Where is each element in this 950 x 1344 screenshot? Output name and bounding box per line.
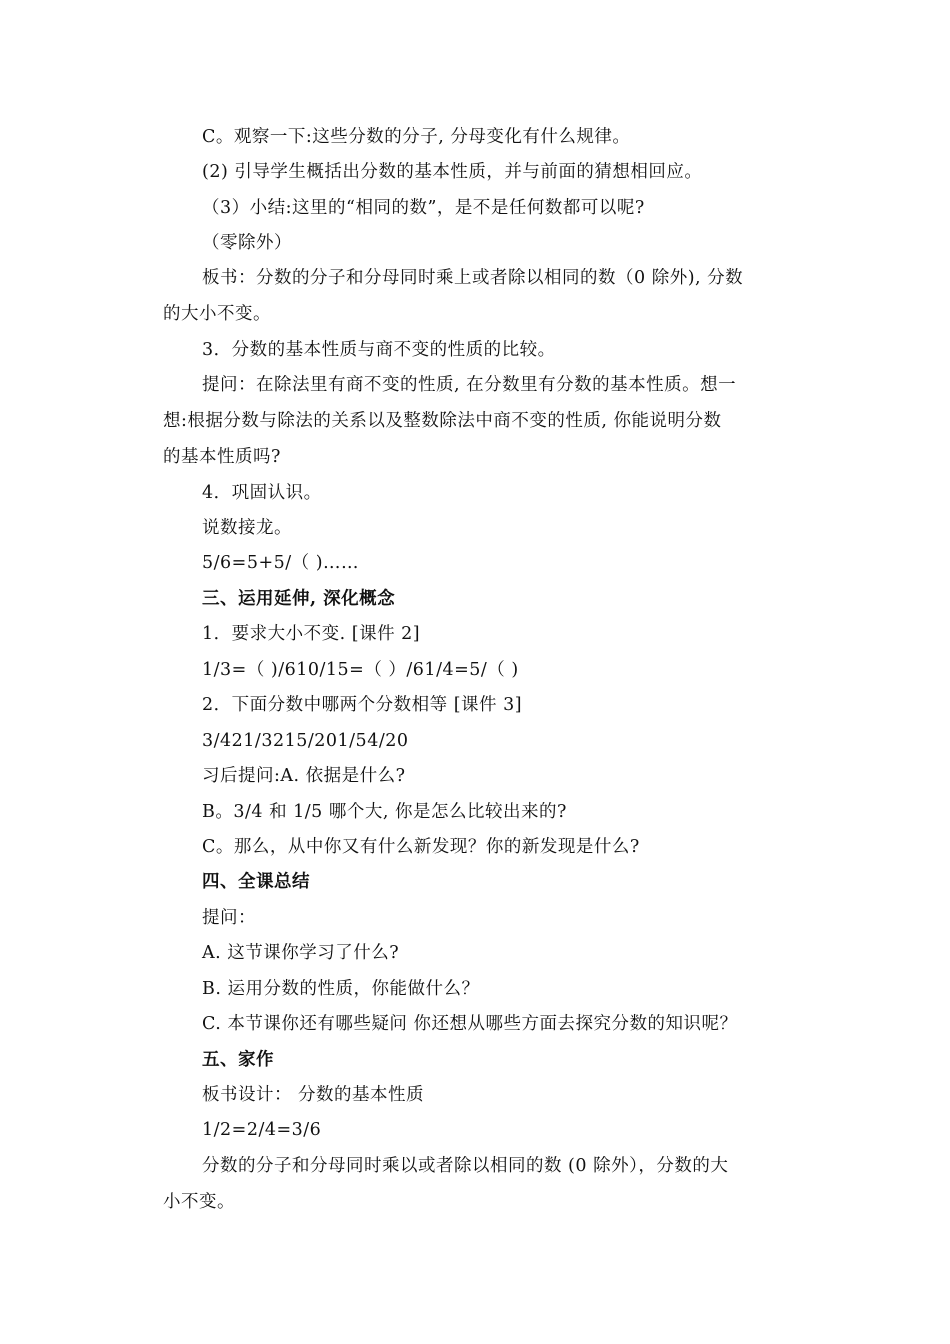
text-line: 1/2=2/4=3/6 — [202, 1120, 322, 1140]
text-line: (2) 引导学生概括出分数的基本性质，并与前面的猜想相回应。 — [202, 162, 703, 182]
text-line: 说数接龙。 — [202, 518, 292, 538]
text-line: 1/3=（ )/610/15=（ ）/61/4=5/（ ) — [202, 660, 519, 680]
text-line: A. 这节课你学习了什么? — [202, 943, 400, 963]
text-line: 3．分数的基本性质与商不变的性质的比较。 — [202, 340, 556, 360]
text-line: 5/6=5+5/（ )…… — [202, 553, 360, 573]
text-line: 提问：在除法里有商不变的性质, 在分数里有分数的基本性质。想一 — [202, 375, 737, 395]
text-line: （3）小结:这里的“相同的数”，是不是任何数都可以呢? — [202, 198, 645, 218]
text-line: 分数的分子和分母同时乘以或者除以相同的数 (0 除外），分数的大 — [202, 1156, 729, 1176]
text-line: C。那么，从中你又有什么新发现？你的新发现是什么? — [202, 837, 640, 857]
text-line: C。观察一下:这些分数的分子, 分母变化有什么规律。 — [202, 127, 631, 147]
text-line: 习后提问:A. 依据是什么? — [202, 766, 406, 786]
text-line: 的大小不变。 — [163, 304, 271, 324]
section-heading: 三、运用延伸, 深化概念 — [202, 589, 396, 609]
text-line: 小不变。 — [163, 1192, 235, 1212]
section-heading: 四、全课总结 — [202, 872, 310, 892]
text-line: C. 本节课你还有哪些疑问 你还想从哪些方面去探究分数的知识呢？ — [202, 1014, 738, 1034]
text-line: 4．巩固认识。 — [202, 483, 322, 503]
section-heading: 五、家作 — [202, 1050, 274, 1070]
text-line: 板书设计： 分数的基本性质 — [202, 1085, 425, 1105]
text-line: 板书：分数的分子和分母同时乘上或者除以相同的数（0 除外), 分数 — [202, 268, 744, 288]
text-line: （零除外） — [202, 233, 292, 253]
text-line: 提问： — [202, 908, 256, 928]
text-line: 1．要求大小不变. [课件 2] — [202, 624, 421, 644]
text-line: 2．下面分数中哪两个分数相等 [课件 3] — [202, 695, 523, 715]
text-line: 想:根据分数与除法的关系以及整数除法中商不变的性质, 你能说明分数 — [163, 411, 722, 431]
text-line: B。3/4 和 1/5 哪个大, 你是怎么比较出来的? — [202, 802, 567, 822]
text-line: 3/421/3215/201/54/20 — [202, 731, 409, 751]
text-line: 的基本性质吗? — [163, 447, 281, 467]
text-line: B. 运用分数的性质，你能做什么？ — [202, 979, 480, 999]
